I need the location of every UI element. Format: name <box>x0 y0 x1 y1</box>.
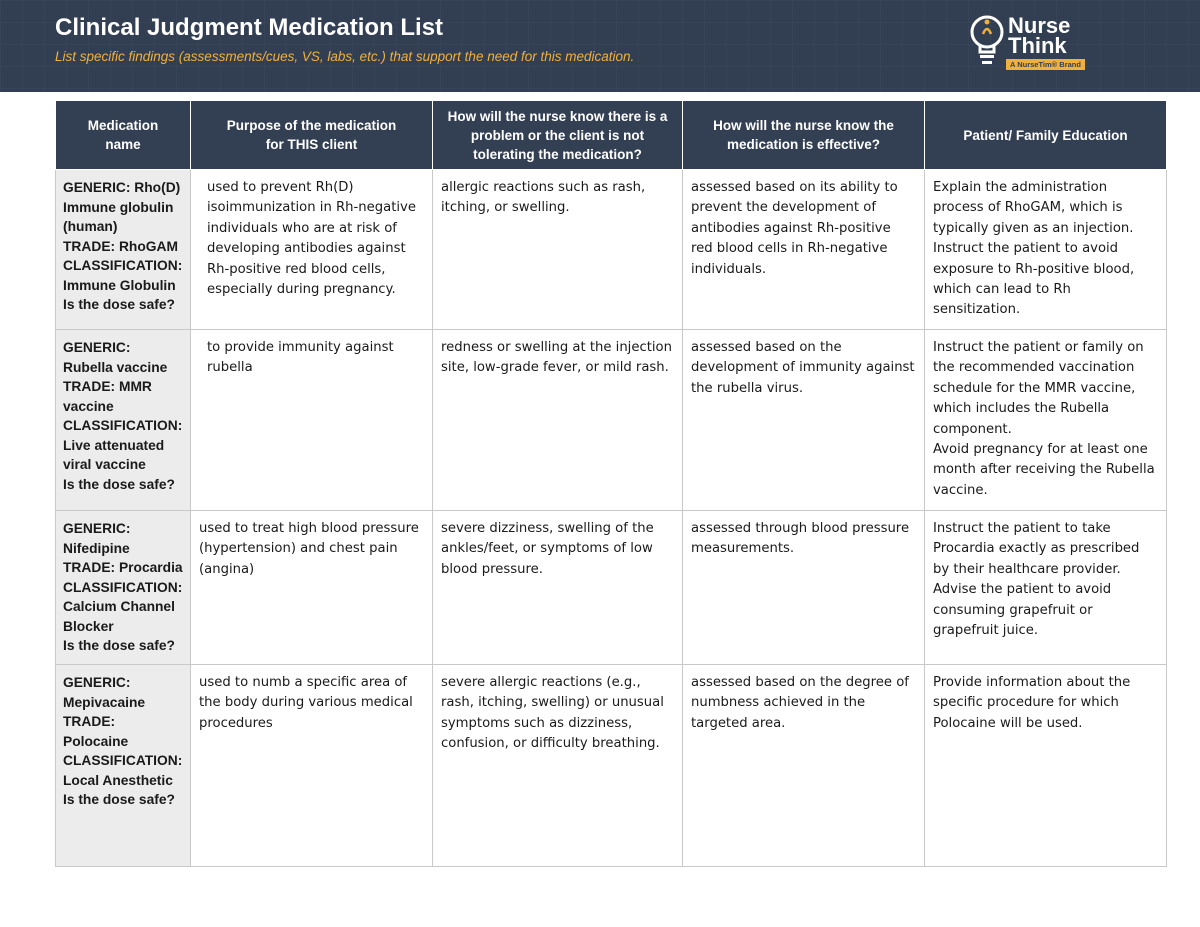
page-subtitle: List specific findings (assessments/cues, VS, labs, etc.) that support the need for this medication. <box>55 49 635 64</box>
column-header-education: Patient/ Family Education <box>925 101 1167 170</box>
name-line: Calcium Channel <box>63 599 175 614</box>
medication-table <box>55 101 1167 867</box>
header-banner <box>0 0 1200 92</box>
effective-cell: assessed based on its ability to prevent the development of antibodies against Rh-positive red blood cells in Rh-negative individuals. <box>683 170 925 330</box>
problem-cell: severe dizziness, swelling of the ankles/feet, or symptoms of low blood pressure. <box>433 511 683 665</box>
name-line: viral vaccine <box>63 457 146 472</box>
education-cell: Provide information about the specific procedure for which Polocaine will be used. <box>925 665 1167 867</box>
name-line: Is the dose safe? <box>63 792 175 807</box>
name-line: Rubella vaccine <box>63 359 168 375</box>
education-text: Instruct the patient or family on the recommended vaccination schedule for the MMR vaccine, which includes the Rubella component. <box>933 340 1144 437</box>
name-line: GENERIC: <box>63 521 131 536</box>
table-header-row <box>56 101 1167 170</box>
name-line: TRADE: RhoGAM <box>63 238 178 254</box>
name-line: Is the dose safe? <box>63 638 175 653</box>
problem-cell: severe allergic reactions (e.g., rash, itching, swelling) or unusual symptoms such as dizziness, confusion, or difficulty breathing. <box>433 665 683 867</box>
name-line: TRADE: <box>63 714 116 729</box>
purpose-cell: used to prevent Rh(D) isoimmunization in Rh-negative individuals who are at risk of developing antibodies against Rh-positive red blood cells, especially during pregnancy. <box>191 170 433 330</box>
name-line: Immune globulin <box>63 199 174 215</box>
table-row <box>56 170 1167 330</box>
page-title: Clinical Judgment Medication List <box>55 14 444 41</box>
name-line: GENERIC: Rho(D) <box>63 180 181 195</box>
name-line: CLASSIFICATION: <box>63 579 183 595</box>
medication-name-cell <box>56 665 191 867</box>
name-line: CLASSIFICATION: <box>63 258 183 273</box>
column-header-purpose: Purpose of the medication for THIS client <box>191 101 433 170</box>
education-text-extra: Advise the patient to avoid consuming grapefruit or grapefruit juice. <box>933 582 1112 639</box>
education-text: Instruct the patient to take Procardia exactly as prescribed by their healthcare provider. <box>933 521 1140 577</box>
effective-cell: assessed based on the development of immunity against the rubella virus. <box>683 330 925 511</box>
medication-name-cell <box>56 170 191 330</box>
logo-word-nurse: Nurse <box>1008 13 1071 38</box>
purpose-cell: used to treat high blood pressure (hypertension) and chest pain (angina) <box>191 511 433 665</box>
table-row <box>56 511 1167 665</box>
column-header-problem: How will the nurse know there is a problem or the client is not tolerating the medication? <box>433 101 683 170</box>
name-line: CLASSIFICATION: <box>63 753 183 768</box>
name-line: Is the dose safe? <box>63 297 175 312</box>
name-line: vaccine <box>63 398 114 414</box>
nursethink-logo <box>968 12 1088 74</box>
education-cell: Explain the administration process of RhoGAM, which is typically given as an injection. Instruct the patient to avoid exposure to Rh-positive blood, which can lead to Rh sensitization. <box>925 170 1167 330</box>
effective-cell: assessed based on the degree of numbness achieved in the targeted area. <box>683 665 925 867</box>
logo-word-think: Think <box>1008 33 1067 58</box>
name-line: GENERIC: <box>63 675 131 690</box>
name-line: Polocaine <box>63 733 129 749</box>
name-line: Immune Globulin <box>63 277 176 293</box>
name-line: TRADE: Procardia <box>63 560 183 575</box>
name-line: (human) <box>63 219 118 234</box>
name-line: TRADE: MMR <box>63 379 152 394</box>
table-row <box>56 665 1167 867</box>
name-line: GENERIC: <box>63 340 131 355</box>
education-text-extra: Avoid pregnancy for at least one month after receiving the Rubella vaccine. <box>933 442 1155 498</box>
purpose-cell: used to numb a specific area of the body during various medical procedures <box>191 665 433 867</box>
table-row <box>56 330 1167 511</box>
column-header-effective: How will the nurse know the medication is effective? <box>683 101 925 170</box>
purpose-cell: to provide immunity against rubella <box>191 330 433 511</box>
education-cell <box>925 330 1167 511</box>
education-cell <box>925 511 1167 665</box>
logo-tagline: A NurseTim® Brand <box>1006 59 1085 70</box>
medication-name-cell <box>56 330 191 511</box>
medication-name-cell <box>56 511 191 665</box>
effective-cell: assessed through blood pressure measurements. <box>683 511 925 665</box>
name-line: Mepivacaine <box>63 694 146 710</box>
lightbulb-icon <box>968 12 1008 72</box>
column-header-medication-name: Medication name <box>56 101 191 170</box>
problem-cell: redness or swelling at the injection site, low-grade fever, or mild rash. <box>433 330 683 511</box>
problem-cell: allergic reactions such as rash, itching, or swelling. <box>433 170 683 330</box>
name-line: Is the dose safe? <box>63 476 175 492</box>
name-line: Live attenuated <box>63 437 165 453</box>
name-line: Nifedipine <box>63 540 130 556</box>
name-line: Local Anesthetic <box>63 772 173 788</box>
name-line: CLASSIFICATION: <box>63 418 183 433</box>
name-line: Blocker <box>63 618 114 634</box>
